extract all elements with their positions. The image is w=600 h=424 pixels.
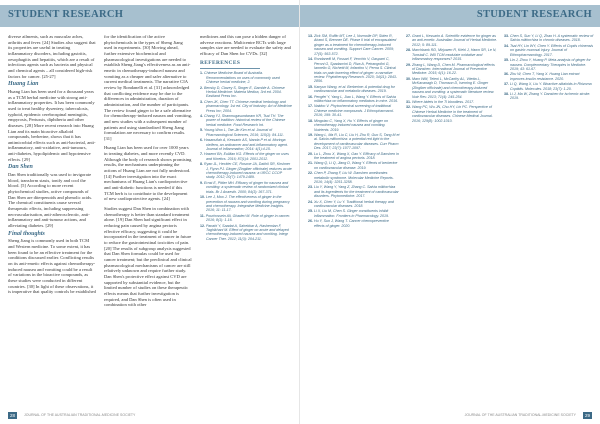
reference-text: Lu L, Zhou X, Wang X, Gao Y. Efficacy of Danshen in the treatment of angina pectoris. 2018. (314, 151, 399, 161)
reference-text: Xu X, Chen Y, Lu Y. Traditional herbal therapy and cardiovascular diseases. 2018. (314, 199, 394, 209)
reference-number: 8. (200, 162, 204, 167)
reference-item (406, 105, 498, 123)
subheading-huang-lian: Huang Lian (8, 81, 39, 88)
reference-text: Hu Y, Sun J, Wang T. Cancer chemopreventive effects of ginger. 2020. (314, 219, 389, 228)
reference-item (308, 219, 400, 228)
journal-name: JOURNAL OF THE AUSTRALIAN TRADITIONAL-MEDICINE SOCIETY (24, 413, 136, 417)
reference-item (200, 114, 292, 127)
reference-number: 12. (200, 223, 206, 228)
reference-item (200, 152, 292, 161)
reference-list (504, 34, 594, 101)
reference-item (200, 214, 292, 223)
reference-item (308, 95, 400, 104)
reference-number: 23. (308, 185, 314, 190)
reference-item (200, 162, 292, 180)
reference-number: 33. (504, 34, 510, 38)
reference-number: 36. (504, 72, 510, 77)
section-title-left: STUDENT RESEARCH (8, 9, 124, 20)
reference-item (406, 100, 498, 104)
column-4 (308, 34, 400, 404)
reference-text: Where bidets in the Ti bloodless. 2017. (412, 99, 475, 104)
reference-item (200, 128, 292, 137)
reference-number: 22. (308, 171, 314, 176)
reference-text: Liu Y, Wang Y, Yang Z, Zhang C. Salvia miltiorrhiza and its ingredients for the treatment of cardiovascular disorders. Phytomedicine. 2017. (314, 185, 399, 199)
reference-text: Pourhossein Ali, Ghaderi M. Role of ginger in cancer. 2016; 8(1): 1-16. (205, 213, 291, 223)
reference-number: 5. (200, 128, 204, 133)
column-5 (406, 34, 498, 404)
column-3 (200, 34, 292, 404)
reference-item (504, 58, 594, 71)
section-title-right: STUDENT RESEARCH (476, 9, 592, 20)
divider (200, 68, 260, 69)
column-1 (8, 34, 96, 404)
reference-number: 1. (200, 71, 204, 76)
reference-text: Chinese Medicine Board of Australia. Recommendations on uses of commonly used Chinese herbal medicine, 2. (204, 71, 280, 85)
reference-number: 18. (308, 118, 314, 123)
reference-item (406, 77, 498, 99)
paragraph: Dan Shen traditionally was used to invigorate blood, transform stasis, tonify and cool the blood. [5] According to more recent phytochemical studies, active compounds of Dan Shen are diterpenoids and phenolic acids. The chemical constituents cause several therapeutic effects, including suppressing neovascularisation, anti-atherosclerotic, anti-inflammatory and anti-tumour actions, and alleviating diabetes. [29] (8, 172, 93, 228)
reference-text: Chen S, Sun Y, Li Q, Zhao H. A systematic review of Salvia miltiorrhiza in chronic diseases. 2018. (510, 34, 594, 43)
page-number: 29 (584, 413, 590, 418)
reference-item (308, 161, 400, 170)
reference-item (200, 195, 292, 213)
footer-left (0, 412, 300, 420)
reference-text: Young-Woo L, Tae-Jin Kim et al. Journal of Pharmacological Sciences, 2016; 115(1): 84-111. (204, 128, 284, 137)
reference-item (406, 48, 498, 61)
reference-number: 6. (200, 138, 204, 143)
subheading-dan-shen: Dan Shen (8, 164, 33, 171)
reference-number: 9. (200, 180, 204, 185)
reference-text: Marchbank RD, Mirjuwen R, Kiehl J, Hawn SR, Le N, Tunstall C. Will TCM modulate oxidative and inflammatory responses? 2015. (412, 48, 497, 62)
reference-text: Wang Q, Li Q, Jiang D, Wang Y. Effects of berberine on cardiovascular disease. 2019. (314, 161, 398, 170)
reference-number: 16. (308, 94, 314, 99)
reference-text: Rondanelli M, Fossari F, Vecchio V, Gasparri C, Peroni G, Spadaccini D, Riva A, Petrangolini G, Iannello G, Nichetti M, Infantino V, Perna S. Clinical trials on pain lowering effect of ginger: a narrative review. Phytotherapy Research. 2020; 34(11): 2843-2856. (314, 57, 398, 84)
reference-item (504, 82, 594, 91)
reference-text: Bensky D, Clavey S, Stoger E, Gamble A. Chinese Herbal Medicine: Materia Medica, 3rd ed. 2004. Eastland Press Inc. (204, 85, 285, 99)
right-page (300, 0, 600, 424)
reference-item (308, 209, 400, 218)
reference-number: 15. (308, 84, 314, 89)
reference-text: Lin J, Zhou Y, Huang P. Meta-analysis of ginger for nausea. Complementary Therapies in Medicine. 2019; 43: 61-67. (510, 58, 591, 71)
reference-text: Zhang L, Wang D, Chen M. Pharmacological effects of Danshen. International Journal of Preventive Medicine. 2015; 6(1): 16-22. (412, 62, 495, 76)
reference-number: 21. (308, 161, 314, 166)
reference-number: 2. (200, 85, 204, 90)
reference-number: 14. (308, 57, 314, 62)
reference-item (200, 224, 292, 242)
reference-item (200, 100, 292, 113)
reference-list (406, 34, 498, 123)
reference-number: 19. (308, 132, 314, 137)
reference-item (308, 133, 400, 151)
reference-item (200, 86, 292, 99)
reference-item (504, 34, 594, 43)
reference-number: 13. (308, 34, 314, 38)
reference-item (308, 85, 400, 94)
reference-text: Grant L, Kessarin A. Scientific evidence for ginger as an anti-emetic. Australian Journal of Herbal Medicine. 2012; 5: 89-111. (412, 34, 498, 47)
reference-text: Kanyun Wang, et al. Berberine: A potential drug for cardiovascular and metabolic diseases. 2019. (314, 84, 395, 94)
reference-item (504, 92, 594, 101)
paragraph: diverse ailments, such as muscular aches, arthritis and fever. [24] Studies also suggest that its properties are useful in treating inflammatory disorders, including gastritis, oesophagitis and hepatitis, which are a result of infectious agents such as bacteria and physical and chemical agents – all considered high-risk factors for cancer. [25-27] (8, 34, 96, 79)
reference-text: Wang PC, Wu JN, Chu HY, Lin PC. Perspective of Chinese Herbal Medicine in the treatment of cardiovascular diseases. Chinese Medical Journal. 2016; 129(8): 1002-1010. (412, 105, 493, 123)
reference-item (308, 185, 400, 198)
reference-item (504, 72, 594, 81)
reference-number: 20. (308, 151, 314, 156)
reference-text: Chen P, Zhang F, Liu W. Danshen ameliorates metabolic syndrome. Molecular Medicine Reports. 2016; 14(4): 3251-3258. (314, 171, 394, 185)
reference-item (308, 57, 400, 84)
reference-number: 26. (308, 219, 314, 224)
reference-list (200, 71, 292, 241)
reference-number: 11. (200, 213, 206, 218)
reference-item (406, 34, 498, 47)
reference-item (504, 44, 594, 57)
reference-number: 27. (406, 34, 412, 38)
reference-number: 17. (308, 104, 314, 109)
reference-number: 31. (406, 99, 412, 104)
reference-text: Wang L, Ma R, Liu C, Liu H, Zhu R, Guo S, Tang M et al. Salvia miltiorrhiza: a potential red light to the development of cardiovascular diseases. Curr Pharm Des. 2017; 23(7): 1077-1097. (314, 132, 400, 151)
paragraph: Huang Lian has been used for a thousand years as a TCM herbal medicine with strong anti-inflammatory properties. It has been commonly used to treat healthy dysentery, tuberculosis, typhoid, epidemic cerebrospinal meningitis, empyrosis, Pertussis, diphtheria and other diseases. [28] More recent research into Huang Lian and its main bioactive alkaloid compounds, berberine, shows that it has antimicrobial effects such as anti-bacterial, anti-inflammatory, anti-oxidative, anti-tumours, anti-diabetes, hypolipidemic and hypotensive effects. [29] (8, 88, 96, 162)
reference-text: Tsai HY, Lin WY, Chen Y. Effects of Coptis chinensis on gastric mucosal injury. Journal of Ethnopharmacology. 2017. (510, 43, 594, 57)
reference-text: Chang YJ, Shanmugasundaram KR, Tsai TH. The power of tradition: historical review of the Chinese herbal medicine. Food Research Int. (204, 114, 286, 127)
paragraph: Huang Lian has been used for over 1000 years in treating diabetes, and more recently CVD. Although the body of research shows promising results, the mechanisms underpinning the actions of Huang Lian are not fully understood. [14] Further investigation into the exact mechanisms of Huang Lian's cardioprotective and anti-diabetic functions is needed if this TCM herb is to contribute to the development of new cardioprotective agents. [24] (104, 145, 192, 202)
reference-item (308, 200, 400, 209)
reference-item (308, 171, 400, 184)
reference-number: 3. (200, 99, 204, 104)
journal-name: JOURNAL OF THE AUSTRALIAN TRADITIONAL-MEDICINE SOCIETY (464, 413, 576, 417)
reference-number: 24. (308, 199, 314, 204)
reference-number: 25. (308, 209, 314, 214)
reference-item (308, 104, 400, 117)
reference-item (200, 138, 292, 151)
reference-item (200, 71, 292, 84)
reference-text: Naidoo V. Phytochemical screening of traditional Chinese medicine compounds. J Ethnopharmacol. 2016; 199: 30-41. (314, 104, 395, 118)
reference-number: 7. (200, 152, 204, 157)
reference-item (308, 34, 400, 56)
paragraph: for the identification of the active phytochemicals in the types of Sheng Jiang used in experiments. [30] Moving ahead, further extensive biochemical and pharmacological investigations are needed to establish Sheng Jiang's effectiveness as an anti-emetic in chemotherapy-induced nausea and vomiting as a cheaper and safer alternative to current medical treatments. The narrative CIA review by Rondanelli et al. [31] acknowledged that conflicting evidence may be due to the differences in administration, duration of administration, and the number of participants. The review found ginger to be a safe alternative for chemotherapy-induced nausea and vomiting, and new studies with a subsequent number of patients and using standardised Sheng Jiang formulation are necessary to confirm results. [31] (104, 34, 192, 141)
reference-text: Zick SM, Ruffin MT, Lee J, Normolle DP, Siden R, Alrawi S, Brenner DE. Phase II trial of encapsulated ginger as a treatment for chemotherapy-induced nausea and vomiting. Support Care Cancer. 2009; 17(5): 563-572. (314, 34, 397, 56)
reference-number: 4. (200, 114, 204, 119)
reference-text: Marx WM, Teleni L, McCarthy AL, Vitetta L, McKavanagh D, Thomson D, Isenring E. Ginger (Zingiber officinale) and chemotherapy-induced nausea and vomiting: a systematic literature review. Nutr Rev. 2013; 71(4): 245-254. (412, 76, 495, 99)
reference-text: Ryan JL, Heckler CE, Roscoe JA, Dakhil SR, Kirshner J, Flynn PJ. Ginger (Zingiber officinale) reduces acute chemotherapy-induced nausea: a URCC CCOP study. 2012; 20(7): 1479-1489. (204, 162, 292, 180)
reference-list (308, 34, 400, 228)
reference-text: Li X, Liu M, Chen S. Ginger constituents inhibit inflammation. Frontiers in Pharmacology. 2019. (314, 209, 390, 218)
paragraph: Sheng Jiang is commonly used in both TCM and Western medicine. To some extent, it has been found to be an effective treatment for the conditions discussed earlier. Conflicting results on its anti-emetic effects against chemotherapy-induced nausea and vomiting could be a result of variations in the bioactive compounds, as these studies were conducted in different countries. [30] In light of these observations, it is imperative that quality controls be established (8, 238, 96, 295)
column-2 (104, 34, 192, 404)
reference-text: Chen JK, Chen TT. Chinese medical herbology and pharmacology. 1st ed. City of Industry: Art of Medicine Press Inc; 2004. (204, 99, 292, 113)
reference-number: 10. (200, 195, 206, 200)
paragraph: Studies suggest Dan Shen in combination with chemotherapy is better than standard treatment alone. [19] Dan Shen had significant effect in reducing pain caused by angina pectoris effective efficacy, suggesting it could be incorporated in the treatment of cancer in future to reduce the gastrointestinal toxicities of pain. [20] The results of subgroup analysis suggested that Dan Shen formulas could be used for cancer treatment; but the preclinical and clinical pharmacological mechanisms of cancer are still relatively unknown and require further study. Dan Shen's protective effect against CVD are supported by substantial evidence, but the limited number of studies on these therapeutic effects means that further investigation is required, and Dan Shen is often used in combination with other (104, 206, 192, 308)
reference-number: 32. (406, 105, 412, 110)
reference-text: Panahi Y, Saadat A, Sahebkar A, Hashemian F, Taghikhani M. Effect of ginger on acute and delayed chemotherapy-induced nausea and vomiting. Integr Cancer Ther. 2012; 11(3): 204-211. (206, 223, 289, 241)
reference-text: Li J, Ma W, Zhang Y. Danshen for ischemic stroke. 2019. (510, 91, 591, 101)
footer-right (300, 412, 600, 420)
reference-number: 30. (406, 76, 412, 81)
reference-number: 34. (504, 43, 510, 48)
reference-text: Li Q, Wang X, Liu Y. Bioactive alkaloids in Rhizoma Coptidis. Molecules. 2018; 23(7): 1-20. (510, 82, 592, 91)
reference-text: Ernst E, Pittler MH. Efficacy of ginger for nausea and vomiting: a systematic review of randomized clinical trials. Br J Anaesth. 2000; 84(3): 367-371. (204, 180, 289, 194)
reference-text: Pengfei Y, Yang L, Jiao L, Wang Y. Effects of Salvia miltiorrhiza on inflammatory mediators in mice. 2016. (314, 94, 399, 104)
references-heading: REFERENCES (200, 59, 241, 66)
reference-item (406, 63, 498, 76)
reference-item (308, 152, 400, 161)
reference-text: Mingxiao C, Yang X, Hu Y. Effects of ginger on chemotherapy induced nausea and vomiting. Nutrients. 2019. (314, 118, 388, 132)
reference-number: 35. (504, 58, 510, 63)
reference-item (308, 119, 400, 132)
reference-number: 38. (504, 91, 510, 96)
column-6 (504, 34, 594, 404)
reference-text: Hasanullah A, Kessarin AS, Nanda P et al. Moringa oleifera, an anticancer and anti-inflammatory agent. Journal of Inflammation; 2014: 4(1):4-15. (204, 138, 288, 151)
paragraph: medicines and this can pose a hidden danger of adverse reactions. Multicentre RCTs with large samples size are needed to evaluate the safety and efficacy of Dan Shen for CVDs. [32] (200, 34, 291, 56)
page-number: 28 (10, 413, 16, 418)
reference-text: Zhu W, Chen T, Yang X. Huang Lian extract improves insulin resistance. 2020. (510, 72, 580, 81)
reference-number: 37. (504, 82, 510, 87)
reference-number: 29. (406, 62, 412, 67)
reference-text: Hasemi Bh, Eulilian KG. Effects of the ginger on uses and Kinetics. 2016; 87(1)4: 2001-2012. (204, 152, 289, 161)
reference-text: Lee J, Moo J. The effectiveness of ginger in the prevention of nausea and vomiting during pregnancy and chemotherapy. Integrative Medicine Insights. 2016; 11: 11-17. (206, 195, 290, 213)
reference-item (200, 181, 292, 194)
reference-number: 28. (406, 48, 412, 53)
subheading-final-thoughts: Final thoughts (8, 230, 45, 237)
